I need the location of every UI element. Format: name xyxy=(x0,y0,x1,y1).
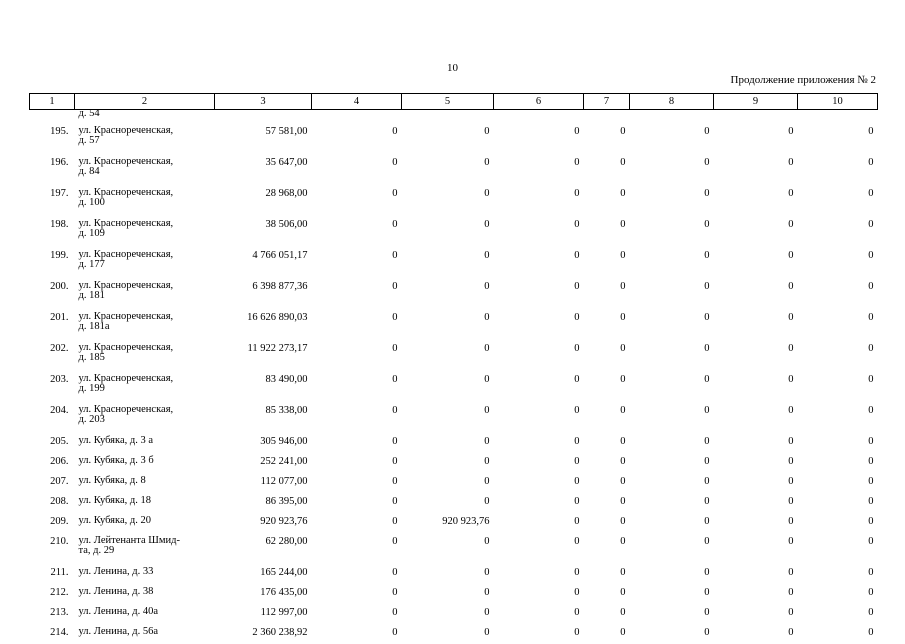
value-col-10: 0 xyxy=(868,536,874,547)
amount-cell: 62 280,00 xyxy=(265,536,308,547)
value-col-10: 0 xyxy=(868,496,874,507)
value-col-4: 0 xyxy=(392,405,398,416)
row-number: 201. xyxy=(50,312,69,323)
value-col-6: 0 xyxy=(574,219,580,230)
table-row xyxy=(30,584,878,604)
address-cell xyxy=(75,473,215,493)
value-col-4: 0 xyxy=(392,219,398,230)
value-col-9: 0 xyxy=(788,607,794,618)
row-number: 199. xyxy=(50,250,69,261)
table-row xyxy=(30,533,878,564)
address-cell xyxy=(75,533,215,564)
row-number: 198. xyxy=(50,219,69,230)
address-line: ул. Краснореченская, xyxy=(78,249,174,260)
column-header: 1 xyxy=(30,94,75,110)
value-col-5: 0 xyxy=(484,374,490,385)
data-table xyxy=(29,93,878,644)
continued-row-fragment xyxy=(30,110,878,124)
value-col-8: 0 xyxy=(704,312,710,323)
table-row xyxy=(30,473,878,493)
address-line: д. 109 xyxy=(78,228,105,239)
value-col-6: 0 xyxy=(574,607,580,618)
value-col-5: 0 xyxy=(484,456,490,467)
value-col-8: 0 xyxy=(704,536,710,547)
address-cell xyxy=(75,185,215,216)
value-col-5: 0 xyxy=(484,188,490,199)
table-row xyxy=(30,402,878,433)
value-col-6: 0 xyxy=(574,536,580,547)
address-cell xyxy=(75,278,215,309)
row-number: 212. xyxy=(50,587,69,598)
value-col-5: 0 xyxy=(484,536,490,547)
value-col-9: 0 xyxy=(788,456,794,467)
value-col-6: 0 xyxy=(574,312,580,323)
value-col-8: 0 xyxy=(704,456,710,467)
amount-cell: 112 077,00 xyxy=(260,476,308,487)
column-header: 3 xyxy=(215,94,312,110)
address-line: ул. Ленина, д. 40а xyxy=(78,606,159,617)
address-cell xyxy=(75,216,215,247)
value-col-8: 0 xyxy=(704,250,710,261)
value-col-4: 0 xyxy=(392,456,398,467)
value-col-8: 0 xyxy=(704,627,710,638)
value-col-10: 0 xyxy=(868,343,874,354)
value-col-9: 0 xyxy=(788,157,794,168)
value-col-6: 0 xyxy=(574,250,580,261)
table-row xyxy=(30,513,878,533)
value-col-8: 0 xyxy=(704,496,710,507)
address-line: ул. Краснореченская, xyxy=(78,156,174,167)
value-col-8: 0 xyxy=(704,607,710,618)
amount-cell: 35 647,00 xyxy=(265,157,308,168)
value-col-10: 0 xyxy=(868,219,874,230)
column-header: 6 xyxy=(494,94,584,110)
value-col-4: 0 xyxy=(392,496,398,507)
column-header: 5 xyxy=(402,94,494,110)
address-cell xyxy=(75,584,215,604)
value-col-9: 0 xyxy=(788,343,794,354)
value-col-10: 0 xyxy=(868,281,874,292)
address-line: д. 57 xyxy=(78,135,100,146)
table-row xyxy=(30,154,878,185)
address-line: д. 181а xyxy=(78,321,110,332)
address-line: ул. Кубяка, д. 8 xyxy=(78,475,146,486)
value-col-4: 0 xyxy=(392,312,398,323)
value-col-10: 0 xyxy=(868,607,874,618)
address-line: ул. Краснореченская, xyxy=(78,280,174,291)
value-col-10: 0 xyxy=(868,516,874,527)
value-col-7: 0 xyxy=(620,436,626,447)
row-number: 208. xyxy=(50,496,69,507)
value-col-7: 0 xyxy=(620,157,626,168)
value-col-9: 0 xyxy=(788,281,794,292)
amount-cell: 305 946,00 xyxy=(260,436,308,447)
value-col-8: 0 xyxy=(704,157,710,168)
address-cell xyxy=(75,154,215,185)
address-line: ул. Ленина, д. 56а xyxy=(78,626,159,637)
value-col-9: 0 xyxy=(788,567,794,578)
value-col-6: 0 xyxy=(574,587,580,598)
table-row xyxy=(30,371,878,402)
address-cell xyxy=(75,433,215,453)
amount-cell: 176 435,00 xyxy=(260,587,308,598)
value-col-6: 0 xyxy=(574,456,580,467)
table-row xyxy=(30,493,878,513)
value-col-5: 0 xyxy=(484,436,490,447)
value-col-9: 0 xyxy=(788,476,794,487)
value-col-9: 0 xyxy=(788,587,794,598)
address-line: та, д. 29 xyxy=(78,545,115,556)
address-line: д. 203 xyxy=(78,414,105,425)
address-line: ул. Кубяка, д. 3 б xyxy=(78,455,154,466)
value-col-10: 0 xyxy=(868,126,874,137)
value-col-7: 0 xyxy=(620,607,626,618)
value-col-8: 0 xyxy=(704,188,710,199)
value-col-8: 0 xyxy=(704,567,710,578)
address-cell xyxy=(75,453,215,473)
address-line: д. 181 xyxy=(78,290,105,301)
value-col-4: 0 xyxy=(392,343,398,354)
value-col-9: 0 xyxy=(788,496,794,507)
value-col-6: 0 xyxy=(574,476,580,487)
value-col-7: 0 xyxy=(620,188,626,199)
value-col-8: 0 xyxy=(704,476,710,487)
amount-cell: 57 581,00 xyxy=(265,126,308,137)
table-row xyxy=(30,433,878,453)
amount-cell: 6 398 877,36 xyxy=(252,281,308,292)
table-row xyxy=(30,247,878,278)
value-col-7: 0 xyxy=(620,343,626,354)
value-col-6: 0 xyxy=(574,157,580,168)
value-col-9: 0 xyxy=(788,405,794,416)
value-col-8: 0 xyxy=(704,516,710,527)
column-header: 2 xyxy=(75,94,215,110)
address-cell xyxy=(75,624,215,644)
row-number: 206. xyxy=(50,456,69,467)
value-col-6: 0 xyxy=(574,436,580,447)
value-col-10: 0 xyxy=(868,250,874,261)
value-col-8: 0 xyxy=(704,281,710,292)
value-col-4: 0 xyxy=(392,374,398,385)
value-col-4: 0 xyxy=(392,188,398,199)
address-line: ул. Лейтенанта Шмид- xyxy=(78,535,180,546)
table-row xyxy=(30,216,878,247)
row-number: 195. xyxy=(50,126,69,137)
table-row xyxy=(30,123,878,154)
address-line: д. 100 xyxy=(78,197,105,208)
value-col-4: 0 xyxy=(392,536,398,547)
row-number: 209. xyxy=(50,516,69,527)
amount-cell: 920 923,76 xyxy=(260,516,308,527)
column-header: 10 xyxy=(798,94,878,110)
value-col-4: 0 xyxy=(392,627,398,638)
value-col-7: 0 xyxy=(620,126,626,137)
value-col-7: 0 xyxy=(620,405,626,416)
value-col-5: 0 xyxy=(484,281,490,292)
value-col-7: 0 xyxy=(620,536,626,547)
address-cell xyxy=(75,564,215,584)
address-line: ул. Ленина, д. 33 xyxy=(78,566,154,577)
value-col-10: 0 xyxy=(868,312,874,323)
value-col-7: 0 xyxy=(620,516,626,527)
value-col-7: 0 xyxy=(620,476,626,487)
value-col-6: 0 xyxy=(574,496,580,507)
value-col-5: 0 xyxy=(484,587,490,598)
value-col-7: 0 xyxy=(620,281,626,292)
row-number: 204. xyxy=(50,405,69,416)
value-col-5: 920 923,76 xyxy=(442,516,490,527)
address-line: д. 177 xyxy=(78,259,105,270)
value-col-5: 0 xyxy=(484,627,490,638)
value-col-9: 0 xyxy=(788,627,794,638)
table-row xyxy=(30,604,878,624)
value-col-10: 0 xyxy=(868,476,874,487)
value-col-8: 0 xyxy=(704,126,710,137)
address-cell xyxy=(75,513,215,533)
value-col-8: 0 xyxy=(704,587,710,598)
value-col-6: 0 xyxy=(574,343,580,354)
table-row xyxy=(30,564,878,584)
row-number: 196. xyxy=(50,157,69,168)
continuation-caption: Продолжение приложения № 2 xyxy=(730,74,876,86)
address-line: ул. Краснореченская, xyxy=(78,404,174,415)
value-col-4: 0 xyxy=(392,126,398,137)
row-number: 202. xyxy=(50,343,69,354)
value-col-5: 0 xyxy=(484,405,490,416)
address-line: ул. Кубяка, д. 20 xyxy=(78,515,151,526)
table-row xyxy=(30,185,878,216)
value-col-8: 0 xyxy=(704,343,710,354)
value-col-8: 0 xyxy=(704,436,710,447)
address-line: ул. Краснореченская, xyxy=(78,125,174,136)
amount-cell: 4 766 051,17 xyxy=(252,250,308,261)
value-col-5: 0 xyxy=(484,250,490,261)
value-col-4: 0 xyxy=(392,516,398,527)
address-cell xyxy=(75,371,215,402)
address-line: д. 199 xyxy=(78,383,105,394)
value-col-4: 0 xyxy=(392,157,398,168)
page-number: 10 xyxy=(447,62,458,74)
value-col-6: 0 xyxy=(574,126,580,137)
row-number: 211. xyxy=(50,567,69,578)
address-fragment: д. 54 xyxy=(78,108,100,119)
address-cell xyxy=(75,402,215,433)
column-header: 4 xyxy=(312,94,402,110)
value-col-6: 0 xyxy=(574,188,580,199)
value-col-4: 0 xyxy=(392,567,398,578)
value-col-8: 0 xyxy=(704,219,710,230)
row-number: 200. xyxy=(50,281,69,292)
address-line: д. 185 xyxy=(78,352,105,363)
value-col-5: 0 xyxy=(484,607,490,618)
value-col-5: 0 xyxy=(484,343,490,354)
value-col-10: 0 xyxy=(868,188,874,199)
amount-cell: 2 360 238,92 xyxy=(252,627,308,638)
amount-cell: 85 338,00 xyxy=(265,405,308,416)
value-col-9: 0 xyxy=(788,536,794,547)
value-col-5: 0 xyxy=(484,126,490,137)
value-col-10: 0 xyxy=(868,405,874,416)
column-header: 8 xyxy=(630,94,714,110)
value-col-6: 0 xyxy=(574,281,580,292)
value-col-10: 0 xyxy=(868,627,874,638)
amount-cell: 83 490,00 xyxy=(265,374,308,385)
address-line: ул. Кубяка, д. 18 xyxy=(78,495,151,506)
row-number: 210. xyxy=(50,536,69,547)
value-col-10: 0 xyxy=(868,567,874,578)
address-cell xyxy=(75,604,215,624)
amount-cell: 28 968,00 xyxy=(265,188,308,199)
value-col-9: 0 xyxy=(788,188,794,199)
column-header: 9 xyxy=(714,94,798,110)
row-number: 214. xyxy=(50,627,69,638)
column-header: 7 xyxy=(584,94,630,110)
value-col-10: 0 xyxy=(868,157,874,168)
value-col-4: 0 xyxy=(392,587,398,598)
amount-cell: 11 922 273,17 xyxy=(247,343,308,354)
amount-cell: 38 506,00 xyxy=(265,219,308,230)
amount-cell: 112 997,00 xyxy=(260,607,308,618)
value-col-7: 0 xyxy=(620,456,626,467)
amount-cell: 86 395,00 xyxy=(265,496,308,507)
table-row xyxy=(30,624,878,644)
value-col-10: 0 xyxy=(868,456,874,467)
value-col-10: 0 xyxy=(868,374,874,385)
address-cell xyxy=(75,247,215,278)
row-number: 207. xyxy=(50,476,69,487)
value-col-10: 0 xyxy=(868,436,874,447)
address-line: ул. Краснореченская, xyxy=(78,311,174,322)
value-col-5: 0 xyxy=(484,312,490,323)
address-line: ул. Кубяка, д. 3 а xyxy=(78,435,153,446)
address-cell xyxy=(75,340,215,371)
value-col-7: 0 xyxy=(620,312,626,323)
value-col-7: 0 xyxy=(620,567,626,578)
value-col-6: 0 xyxy=(574,567,580,578)
address-cell xyxy=(75,493,215,513)
value-col-7: 0 xyxy=(620,627,626,638)
table-row xyxy=(30,309,878,340)
value-col-5: 0 xyxy=(484,567,490,578)
value-col-4: 0 xyxy=(392,607,398,618)
address-cell xyxy=(75,123,215,154)
address-cell xyxy=(75,309,215,340)
value-col-8: 0 xyxy=(704,374,710,385)
value-col-5: 0 xyxy=(484,496,490,507)
value-col-5: 0 xyxy=(484,219,490,230)
address-line: ул. Краснореченская, xyxy=(78,373,174,384)
value-col-6: 0 xyxy=(574,516,580,527)
row-number: 203. xyxy=(50,374,69,385)
table-row xyxy=(30,278,878,309)
value-col-6: 0 xyxy=(574,374,580,385)
value-col-9: 0 xyxy=(788,436,794,447)
value-col-7: 0 xyxy=(620,219,626,230)
value-col-9: 0 xyxy=(788,250,794,261)
value-col-4: 0 xyxy=(392,250,398,261)
value-col-6: 0 xyxy=(574,627,580,638)
value-col-9: 0 xyxy=(788,219,794,230)
value-col-9: 0 xyxy=(788,312,794,323)
row-number: 205. xyxy=(50,436,69,447)
value-col-5: 0 xyxy=(484,157,490,168)
value-col-7: 0 xyxy=(620,374,626,385)
address-line: д. 84 xyxy=(78,166,100,177)
value-col-8: 0 xyxy=(704,405,710,416)
row-number: 213. xyxy=(50,607,69,618)
address-line: ул. Краснореченская, xyxy=(78,342,174,353)
value-col-9: 0 xyxy=(788,516,794,527)
value-col-4: 0 xyxy=(392,476,398,487)
amount-cell: 16 626 890,03 xyxy=(247,312,308,323)
table-row xyxy=(30,453,878,473)
value-col-9: 0 xyxy=(788,374,794,385)
value-col-7: 0 xyxy=(620,250,626,261)
amount-cell: 252 241,00 xyxy=(260,456,308,467)
value-col-5: 0 xyxy=(484,476,490,487)
value-col-4: 0 xyxy=(392,281,398,292)
table-row xyxy=(30,340,878,371)
value-col-6: 0 xyxy=(574,405,580,416)
row-number: 197. xyxy=(50,188,69,199)
address-line: ул. Ленина, д. 38 xyxy=(78,586,154,597)
amount-cell: 165 244,00 xyxy=(260,567,308,578)
value-col-4: 0 xyxy=(392,436,398,447)
value-col-10: 0 xyxy=(868,587,874,598)
value-col-9: 0 xyxy=(788,126,794,137)
address-line: ул. Краснореченская, xyxy=(78,187,174,198)
value-col-7: 0 xyxy=(620,496,626,507)
value-col-7: 0 xyxy=(620,587,626,598)
address-line: ул. Краснореченская, xyxy=(78,218,174,229)
